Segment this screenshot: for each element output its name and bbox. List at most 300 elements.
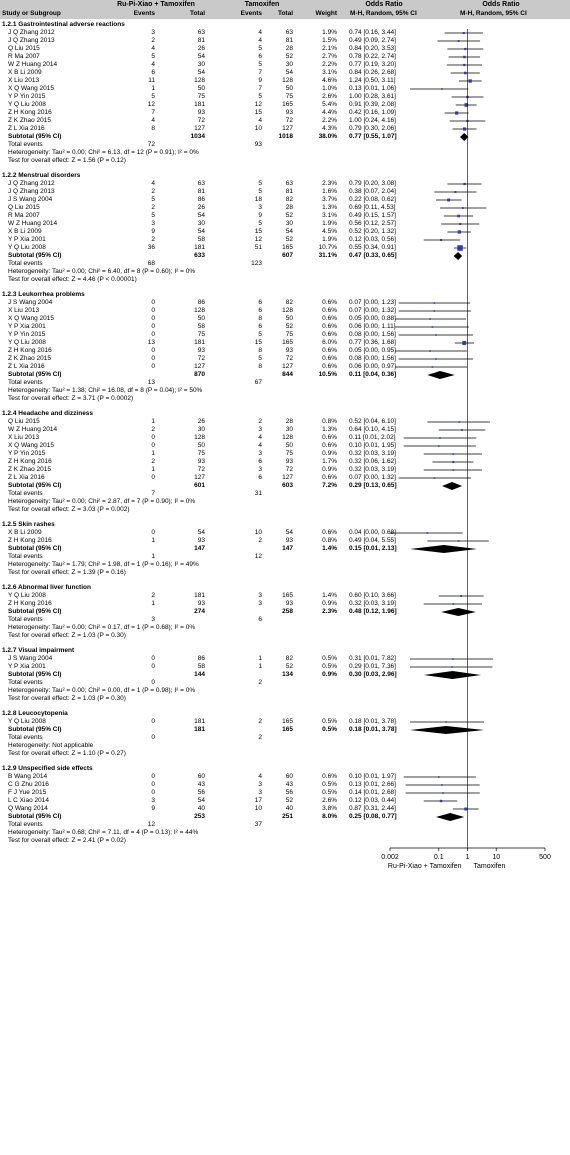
study-point (452, 469, 454, 471)
study-events2: 17 (254, 797, 262, 804)
study-point (457, 215, 460, 218)
study-total2: 93 (285, 458, 293, 465)
study-total1: 26 (197, 45, 205, 52)
study-name: W Z Huang 2014 (8, 426, 58, 433)
study-name: X Liu 2013 (8, 307, 40, 314)
study-weight: 0.6% (322, 331, 337, 338)
total-events2: 6 (258, 616, 262, 623)
study-name: W Z Huang 2014 (8, 220, 58, 227)
study-total2: 82 (285, 655, 293, 662)
study-total2: 93 (285, 347, 293, 354)
study-events2: 6 (258, 323, 262, 330)
study-total1: 81 (197, 37, 205, 44)
study-total2: 60 (285, 773, 293, 780)
study-point (429, 350, 431, 352)
study-total1: 86 (197, 196, 205, 203)
study-weight: 4.4% (322, 109, 337, 116)
study-total2: 82 (285, 196, 293, 203)
total-events-label: Total events (8, 260, 43, 267)
study-name: Y P Yin 2015 (8, 93, 46, 100)
subtotal-weight: 10.5% (318, 371, 337, 378)
study-name: Q Wang 2014 (8, 805, 48, 812)
study-weight: 2.6% (322, 797, 337, 804)
total-events-label: Total events (8, 490, 43, 497)
total-events1: 7 (151, 490, 155, 497)
study-point (464, 808, 467, 811)
study-events2: 10 (254, 805, 262, 812)
heterogeneity-text: Heterogeneity: Tau² = 0.00; Chi² = 6.40, df = 8 (P = 0.60); I² = 0% (8, 268, 196, 275)
study-total2: 165 (282, 592, 293, 599)
study-point (459, 223, 461, 225)
study-point (434, 302, 436, 304)
study-events2: 7 (258, 69, 262, 76)
study-weight: 0.8% (322, 537, 337, 544)
study-point (440, 239, 442, 241)
study-events1: 0 (151, 355, 155, 362)
study-or-ci: 0.69 [0.11, 4.53] (349, 204, 396, 211)
study-name: J Q Zhang 2013 (8, 37, 55, 44)
study-or-ci: 0.79 [0.30, 2.06] (349, 125, 396, 132)
study-total2: 28 (285, 418, 293, 425)
study-events1: 0 (151, 307, 155, 314)
study-or-ci: 0.77 [0.19, 3.20] (349, 61, 396, 68)
subtotal-total1: 633 (194, 252, 205, 259)
overall-effect-text: Test for overall effect: Z = 1.03 (P = 0.30) (8, 632, 126, 639)
study-weight: 2.7% (322, 53, 337, 60)
study-name: Z H Kong 2016 (8, 109, 52, 116)
study-events2: 5 (258, 93, 262, 100)
study-or-ci: 0.18 [0.01, 3.78] (349, 718, 396, 725)
study-events1: 0 (151, 529, 155, 536)
total-events2: 37 (254, 821, 262, 828)
study-weight: 0.9% (322, 450, 337, 457)
study-weight: 0.5% (322, 789, 337, 796)
study-events2: 2 (258, 718, 262, 725)
subtotal-label: Subtotal (95% CI) (8, 726, 62, 733)
study-events1: 1 (151, 418, 155, 425)
study-point (429, 318, 431, 320)
subtotal-total2: 251 (282, 813, 293, 820)
study-events1: 0 (151, 323, 155, 330)
study-name: Y Q Liu 2008 (8, 244, 46, 251)
study-total1: 93 (197, 600, 205, 607)
study-total2: 52 (285, 797, 293, 804)
subtotal-weight: 0.9% (322, 671, 337, 678)
study-total1: 93 (197, 347, 205, 354)
study-or-ci: 0.07 [0.00, 1.23] (349, 299, 396, 306)
study-point (458, 40, 460, 42)
study-total1: 181 (194, 339, 205, 346)
study-total1: 50 (197, 442, 205, 449)
study-total2: 128 (282, 307, 293, 314)
method-plot-header: M-H, Random, 95% CI (460, 10, 527, 17)
study-events1: 0 (151, 299, 155, 306)
subtotal-total2: 1018 (278, 133, 293, 140)
study-or-ci: 0.52 [0.04, 6.10] (349, 418, 396, 425)
x-axis-tick-label: 0.1 (433, 854, 444, 861)
or-header: Odds Ratio (365, 1, 403, 8)
study-total1: 75 (197, 450, 205, 457)
study-total2: 54 (285, 529, 293, 536)
overall-effect-text: Test for overall effect: Z = 3.03 (P = 0.002) (8, 506, 130, 513)
study-total2: 72 (285, 355, 293, 362)
study-name: X B Li 2009 (8, 69, 42, 76)
total-events-label: Total events (8, 553, 43, 560)
study-or-ci: 0.04 [0.00, 0.68] (349, 529, 396, 536)
study-weight: 1.9% (322, 29, 337, 36)
total-events2: 31 (254, 490, 262, 497)
subtotal-label: Subtotal (95% CI) (8, 813, 62, 820)
study-events1: 0 (151, 773, 155, 780)
overall-effect-text: Test for overall effect: Z = 1.03 (P = 0.30) (8, 695, 126, 702)
study-events2: 3 (258, 600, 262, 607)
subtotal-total1: 870 (194, 371, 205, 378)
study-point (438, 445, 440, 447)
study-events1: 2 (151, 188, 155, 195)
study-weight: 0.6% (322, 355, 337, 362)
study-point (462, 341, 466, 345)
subtotal-or-ci: 0.15 [0.01, 2.13] (349, 545, 397, 552)
x-axis-left-label: Ru-Pi-Xiao + Tamoxifen (387, 863, 462, 870)
study-events2: 8 (258, 363, 262, 370)
group2-header: Tamoxifen (244, 1, 280, 8)
study-total1: 58 (197, 663, 205, 670)
study-weight: 4.6% (322, 77, 337, 84)
study-total1: 40 (197, 805, 205, 812)
study-total2: 75 (285, 450, 293, 457)
heterogeneity-text: Heterogeneity: Tau² = 0.68; Chi² = 7.11, df = 4 (P = 0.13); I² = 44% (8, 829, 199, 836)
subtotal-or-ci: 0.77 [0.55, 1.07] (349, 133, 397, 140)
study-total1: 60 (197, 773, 205, 780)
overall-effect-text: Test for overall effect: Z = 1.56 (P = 0.12) (8, 157, 126, 164)
study-or-ci: 0.49 [0.04, 5.55] (349, 537, 396, 544)
study-weight: 4.5% (322, 228, 337, 235)
study-weight: 0.6% (322, 773, 337, 780)
study-total1: 30 (197, 61, 205, 68)
study-name: R Ma 2007 (8, 212, 40, 219)
study-point (452, 461, 454, 463)
heterogeneity-text: Heterogeneity: Tau² = 0.00; Chi² = 6.13, df = 12 (P = 0.91); I² = 0% (8, 149, 199, 156)
study-total2: 165 (282, 101, 293, 108)
study-or-ci: 0.05 [0.00, 0.95] (349, 347, 396, 354)
total-events-label: Total events (8, 141, 43, 148)
study-events2: 3 (258, 426, 262, 433)
study-events1: 1 (151, 466, 155, 473)
study-total2: 81 (285, 188, 293, 195)
study-events2: 5 (258, 45, 262, 52)
study-point (447, 199, 450, 202)
study-weight: 3.1% (322, 212, 337, 219)
study-events2: 4 (258, 434, 262, 441)
study-weight: 10.7% (318, 244, 337, 251)
study-name: Z L Xia 2016 (8, 363, 45, 370)
study-events2: 4 (258, 29, 262, 36)
study-total1: 75 (197, 331, 205, 338)
study-name: Z K Zhao 2015 (8, 355, 51, 362)
study-total2: 54 (285, 228, 293, 235)
study-events2: 4 (258, 442, 262, 449)
study-events1: 0 (151, 781, 155, 788)
study-events1: 1 (151, 450, 155, 457)
study-weight: 0.9% (322, 600, 337, 607)
study-total1: 128 (194, 307, 205, 314)
study-or-ci: 0.11 [0.01, 2.02] (349, 434, 396, 441)
study-weight: 2.3% (322, 180, 337, 187)
study-name: Q Liu 2015 (8, 45, 40, 52)
overall-effect-text: Test for overall effect: Z = 2.41 (P = 0.02) (8, 837, 126, 844)
study-events1: 6 (151, 69, 155, 76)
study-events1: 36 (147, 244, 155, 251)
heterogeneity-text: Heterogeneity: Tau² = 0.00; Chi² = 0.00, df = 1 (P = 0.98); I² = 0% (8, 687, 196, 694)
subtotal-weight: 31.1% (318, 252, 337, 259)
study-events2: 5 (258, 180, 262, 187)
study-total2: 81 (285, 37, 293, 44)
study-events1: 1 (151, 600, 155, 607)
study-total1: 181 (194, 101, 205, 108)
study-events1: 0 (151, 363, 155, 370)
subgroup-title: 1.2.9 Unspecified side effects (2, 765, 93, 772)
study-events1: 0 (151, 434, 155, 441)
study-weight: 3.8% (322, 805, 337, 812)
study-point (457, 245, 463, 251)
study-total1: 30 (197, 220, 205, 227)
study-name: J S Wang 2004 (8, 655, 53, 662)
study-weight: 1.9% (322, 220, 337, 227)
study-events2: 4 (258, 773, 262, 780)
study-total2: 52 (285, 236, 293, 243)
study-weight: 2.2% (322, 61, 337, 68)
study-total1: 26 (197, 418, 205, 425)
total-events-label: Total events (8, 379, 43, 386)
x-axis-right-label: Tamoxifen (473, 863, 506, 870)
heterogeneity-text: Heterogeneity: Tau² = 0.00; Chi² = 0.17, df = 1 (P = 0.68); I² = 0% (8, 624, 196, 631)
study-weight: 2.6% (322, 93, 337, 100)
study-or-ci: 0.55 [0.34, 0.91] (349, 244, 396, 251)
study-events2: 51 (254, 244, 262, 251)
study-weight: 1.4% (322, 592, 337, 599)
subtotal-diamond (441, 608, 476, 616)
study-total2: 28 (285, 204, 293, 211)
study-events1: 5 (151, 53, 155, 60)
study-events1: 2 (151, 458, 155, 465)
study-weight: 1.0% (322, 85, 337, 92)
study-or-ci: 0.42 [0.16, 1.09] (349, 109, 396, 116)
study-name: F J Yue 2015 (8, 789, 47, 796)
study-total2: 50 (285, 85, 293, 92)
total-events1: 0 (151, 734, 155, 741)
study-name: L C Xiao 2014 (8, 797, 49, 804)
study-events1: 5 (151, 196, 155, 203)
study-or-ci: 0.38 [0.07, 2.04] (349, 188, 396, 195)
study-or-ci: 0.08 [0.00, 1.56] (349, 355, 396, 362)
total2-column-header: Total (277, 10, 293, 17)
subgroup-title: 1.2.8 Leucocytopenia (2, 710, 68, 717)
study-events2: 10 (254, 125, 262, 132)
study-total2: 93 (285, 537, 293, 544)
study-weight: 0.6% (322, 363, 337, 370)
study-events1: 3 (151, 220, 155, 227)
study-point (435, 358, 437, 360)
subtotal-total1: 144 (194, 671, 205, 678)
study-or-ci: 0.64 [0.10, 4.15] (349, 426, 396, 433)
study-events1: 11 (148, 77, 155, 84)
study-point (427, 532, 429, 534)
subtotal-total1: 253 (194, 813, 205, 820)
study-events2: 15 (254, 339, 262, 346)
study-total2: 56 (285, 789, 293, 796)
study-name: X Q Wang 2015 (8, 315, 55, 322)
study-weight: 1.9% (322, 236, 337, 243)
study-point (463, 127, 466, 130)
study-or-ci: 0.77 [0.36, 1.68] (349, 339, 396, 346)
study-point (438, 776, 440, 778)
study-events2: 9 (258, 212, 262, 219)
study-total1: 26 (197, 204, 205, 211)
total-events2: 12 (254, 553, 262, 560)
heterogeneity-text: Heterogeneity: Tau² = 1.79; Chi² = 1.98, df = 1 (P = 0.16); I² = 49% (8, 561, 199, 568)
study-total1: 93 (197, 109, 205, 116)
overall-effect-text: Test for overall effect: Z = 1.10 (P = 0.27) (8, 750, 126, 757)
overall-effect-text: Test for overall effect: Z = 3.71 (P = 0.0002) (8, 395, 134, 402)
study-events1: 0 (151, 315, 155, 322)
study-point (469, 79, 472, 82)
total-events-label: Total events (8, 821, 43, 828)
study-name: Y P Xia 2001 (8, 323, 46, 330)
study-events1: 2 (151, 426, 155, 433)
subtotal-weight: 0.5% (322, 726, 337, 733)
study-total2: 52 (285, 53, 293, 60)
study-total2: 30 (285, 61, 293, 68)
study-weight: 0.5% (322, 781, 337, 788)
study-point (434, 310, 436, 312)
study-events2: 5 (258, 188, 262, 195)
study-or-ci: 0.07 [0.00, 1.32] (349, 474, 396, 481)
study-events2: 3 (258, 450, 262, 457)
study-total2: 72 (285, 466, 293, 473)
study-point (455, 111, 458, 114)
study-or-ci: 0.87 [0.31, 2.44] (349, 805, 396, 812)
study-total2: 127 (282, 125, 293, 132)
study-total1: 127 (194, 125, 205, 132)
total-events1: 0 (151, 679, 155, 686)
subtotal-weight: 2.3% (322, 608, 337, 615)
study-or-ci: 0.31 [0.01, 7.82] (349, 655, 396, 662)
x-axis-tick-label: 500 (539, 854, 551, 861)
study-name: Q Liu 2015 (8, 418, 40, 425)
study-events1: 0 (151, 474, 155, 481)
study-name: X B Li 2009 (8, 228, 42, 235)
study-total2: 75 (285, 93, 293, 100)
subtotal-total1: 1034 (190, 133, 205, 140)
study-or-ci: 0.32 [0.03, 3.19] (349, 450, 396, 457)
study-or-ci: 0.79 [0.20, 3.08] (349, 180, 396, 187)
study-or-ci: 1.24 [0.50, 3.11] (349, 77, 396, 84)
study-total1: 93 (197, 537, 205, 544)
study-events2: 8 (258, 315, 262, 322)
total-events2: 2 (258, 734, 262, 741)
study-total2: 165 (282, 244, 293, 251)
subtotal-total2: 147 (282, 545, 293, 552)
study-total2: 54 (285, 69, 293, 76)
subtotal-total1: 274 (194, 608, 205, 615)
subtotal-total1: 601 (194, 482, 205, 489)
study-events2: 6 (258, 53, 262, 60)
study-or-ci: 0.10 [0.01, 1.95] (349, 442, 396, 449)
study-events1: 7 (151, 109, 155, 116)
study-name: W Z Huang 2014 (8, 61, 58, 68)
study-events1: 2 (151, 37, 155, 44)
subtotal-total1: 181 (194, 726, 205, 733)
study-events2: 4 (258, 37, 262, 44)
subgroup-title: 1.2.7 Visual impairment (2, 647, 75, 654)
study-events2: 3 (258, 592, 262, 599)
study-events1: 0 (151, 789, 155, 796)
study-total1: 72 (197, 355, 205, 362)
study-total1: 54 (197, 228, 205, 235)
study-events1: 0 (151, 663, 155, 670)
study-total1: 128 (194, 434, 205, 441)
subtotal-or-ci: 0.11 [0.04, 0.36] (349, 371, 397, 378)
subgroup-title: 1.2.3 Leukorrhea problems (2, 291, 85, 298)
subtotal-total2: 165 (282, 726, 293, 733)
study-total2: 50 (285, 442, 293, 449)
study-total1: 54 (197, 529, 205, 536)
study-name: X Liu 2013 (8, 434, 40, 441)
study-total2: 50 (285, 315, 293, 322)
study-name: Y Q Liu 2008 (8, 592, 46, 599)
study-point (464, 72, 467, 75)
study-name: X Q Wang 2015 (8, 85, 55, 92)
study-or-ci: 0.74 [0.16, 3.44] (349, 29, 396, 36)
study-or-ci: 0.32 [0.03, 3.19] (349, 600, 396, 607)
study-events1: 4 (151, 61, 155, 68)
study-or-ci: 0.84 [0.26, 2.68] (349, 69, 396, 76)
study-column-header: Study or Subgroup (2, 10, 61, 17)
subtotal-total2: 134 (282, 671, 293, 678)
total-events-label: Total events (8, 679, 43, 686)
subtotal-total2: 603 (282, 482, 293, 489)
study-events1: 0 (151, 442, 155, 449)
study-name: Z H Kong 2016 (8, 347, 52, 354)
study-name: J Q Zhang 2012 (8, 29, 55, 36)
study-weight: 0.5% (322, 655, 337, 662)
study-total1: 127 (194, 363, 205, 370)
subtotal-diamond (424, 671, 481, 679)
study-name: Q Liu 2015 (8, 204, 40, 211)
study-events1: 1 (151, 85, 155, 92)
study-or-ci: 0.32 [0.06, 1.62] (349, 458, 396, 465)
subtotal-total2: 607 (282, 252, 293, 259)
study-name: Y Q Liu 2008 (8, 101, 46, 108)
study-events1: 5 (151, 212, 155, 219)
study-or-ci: 0.06 [0.00, 1.11] (349, 323, 396, 330)
subtotal-total2: 844 (282, 371, 293, 378)
study-point (435, 334, 437, 336)
study-weight: 0.6% (322, 347, 337, 354)
study-point (459, 421, 461, 423)
study-events1: 13 (147, 339, 155, 346)
study-total1: 54 (197, 69, 205, 76)
study-or-ci: 0.78 [0.22, 2.74] (349, 53, 396, 60)
study-total2: 128 (282, 77, 293, 84)
study-name: Z H Kong 2016 (8, 458, 52, 465)
study-weight: 0.6% (322, 442, 337, 449)
study-events2: 2 (258, 418, 262, 425)
study-or-ci: 0.14 [0.01, 2.68] (349, 789, 396, 796)
study-name: X Q Wang 2015 (8, 442, 55, 449)
subtotal-diamond (410, 726, 484, 734)
study-total2: 128 (282, 434, 293, 441)
